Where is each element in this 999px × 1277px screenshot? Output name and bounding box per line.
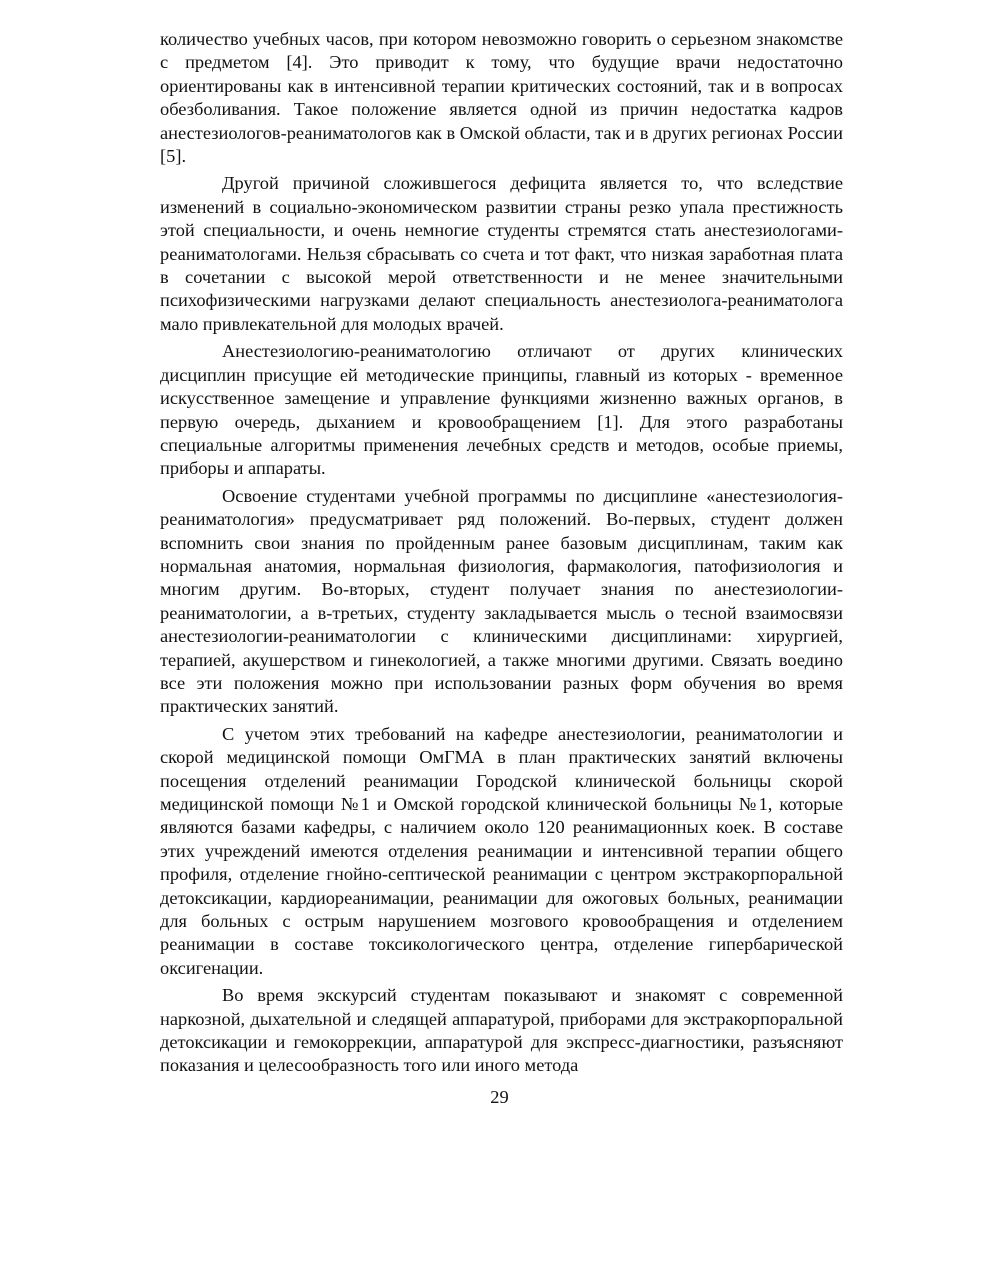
page-number: 29 xyxy=(490,1087,509,1107)
paragraph-5: С учетом этих требований на кафедре анестезиологии, реаниматологии и скорой медицинской помощи ОмГМА в план практических занятий включены посещения отделений реанимации Городской клинической больницы скорой медицинской помощи №1 и Омской городской клинической больницы №1, которые являются базами кафедры, с наличием около 120 реанимационных коек. В составе этих учреждений имеются отделения реанимации и интенсивной терапии общего профиля, отделение гнойно-септической реанимации с центром экстракорпоральной детоксикации, кардиореанимации, реанимации для ожоговых больных, реанимации для больных с острым нарушением мозгового кровообращения и отделением реанимации в составе токсикологического центра, отделение гипербарической оксигенации. xyxy=(160,723,843,978)
paragraph-3: Анестезиологию-реаниматологию отличают от других клинических дисциплин присущие ей методические принципы, главный из которых - временное искусственное замещение и управление функциями жизненно важных органов, в первую очередь, дыханием и кровообращением [1]. Для этого разработаны специальные алгоритмы применения лечебных средств и методов, особые приемы, приборы и аппараты. xyxy=(160,341,843,479)
body-text xyxy=(160,28,843,1082)
paragraph-2: Другой причиной сложившегося дефицита является то, что вследствие изменений в социально-экономическом развитии страны резко упала престижность этой специальности, и очень немногие студенты стремятся стать анестезиологами-реаниматологами. Нельзя сбрасывать со счета и тот факт, что низкая заработная плата в сочетании с высокой мерой ответственности и не менее значительными психофизическими нагрузками делают специальность анестезиолога-реаниматолога мало привлекательной для молодых врачей. xyxy=(160,173,843,334)
paragraph-4: Освоение студентами учебной программы по дисциплине «анестезиология-реаниматология» предусматривает ряд положений. Во-первых, студент должен вспомнить свои знания по пройденным ранее базовым дисциплинам, таким как нормальная анатомия, нормальная физиология, фармакология, патофизиология и многим другим. Во-вторых, студент получает знания по анестезиологии-реаниматологии, а в-третьих, студенту закладывается мысль о тесной взаимосвязи анестезиологии-реаниматологии с клиническими дисциплинами: хирургией, терапией, акушерством и гинекологией, а также многими другими. Связать воедино все эти положения можно при использовании разных форм обучения во время практических занятий. xyxy=(160,485,843,717)
paragraph-6: Во время экскурсий студентам показывают и знакомят с современной наркозной, дыхательной и следящей аппаратурой, приборами для экстракорпоральной детоксикации и гемокоррекции, аппаратурой для экспресс-диагностики, разъясняют показания и целесообразность того или иного метода xyxy=(160,985,843,1076)
paragraph-1: количество учебных часов, при котором невозможно говорить о серьезном знакомстве с предметом [4]. Это приводит к тому, что будущие врачи недостаточно ориентированы как в интенсивной терапии критических состояний, так и в вопросах обезболивания. Такое положение является одной из причин недостатка кадров анестезиологов-реаниматологов как в Омской области, так и в других регионах России [5]. xyxy=(160,29,843,167)
